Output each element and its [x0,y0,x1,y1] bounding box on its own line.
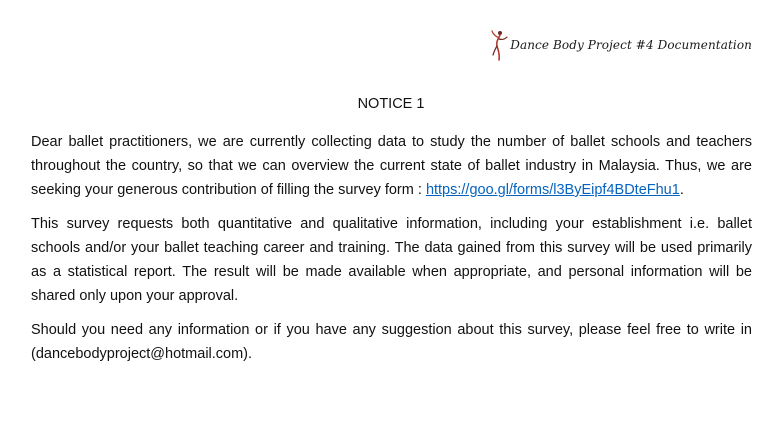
notice-title: NOTICE 1 [357,96,425,112]
document-header [490,28,752,62]
paragraph-survey-details: This survey requests both quantitative and qualitative information, including your establishment i.e. ballet schools and/or your ballet teaching career and training. The data gained from this survey will be used primarily as a statistical report. The result will be made available when appropriate, and personal information will be shared only upon your approval. [31,216,752,304]
notice-body [31,130,752,376]
dancer-silhouette-logo-icon [490,28,508,62]
survey-form-link[interactable]: https://goo.gl/forms/l3ByEipf4BDteFhu1 [425,182,680,198]
paragraph-survey-invitation-end: . [679,182,684,198]
paragraph-survey-invitation [31,130,752,202]
document-header-title: Dance Body Project #4 Documentation [510,38,752,52]
paragraph-survey-invitation-text: Dear ballet practitioners, we are currently collecting data to study the number of ballet schools and teachers throughout the country, so that we can overview the current state of ballet industry in Malaysia. Thus, we are seeking your generous contribution of filling the survey form : [31,134,752,198]
paragraph-contact-info: Should you need any information or if you have any suggestion about this survey, please feel free to write in (dancebodyproject@hotmail.com). [31,322,752,362]
